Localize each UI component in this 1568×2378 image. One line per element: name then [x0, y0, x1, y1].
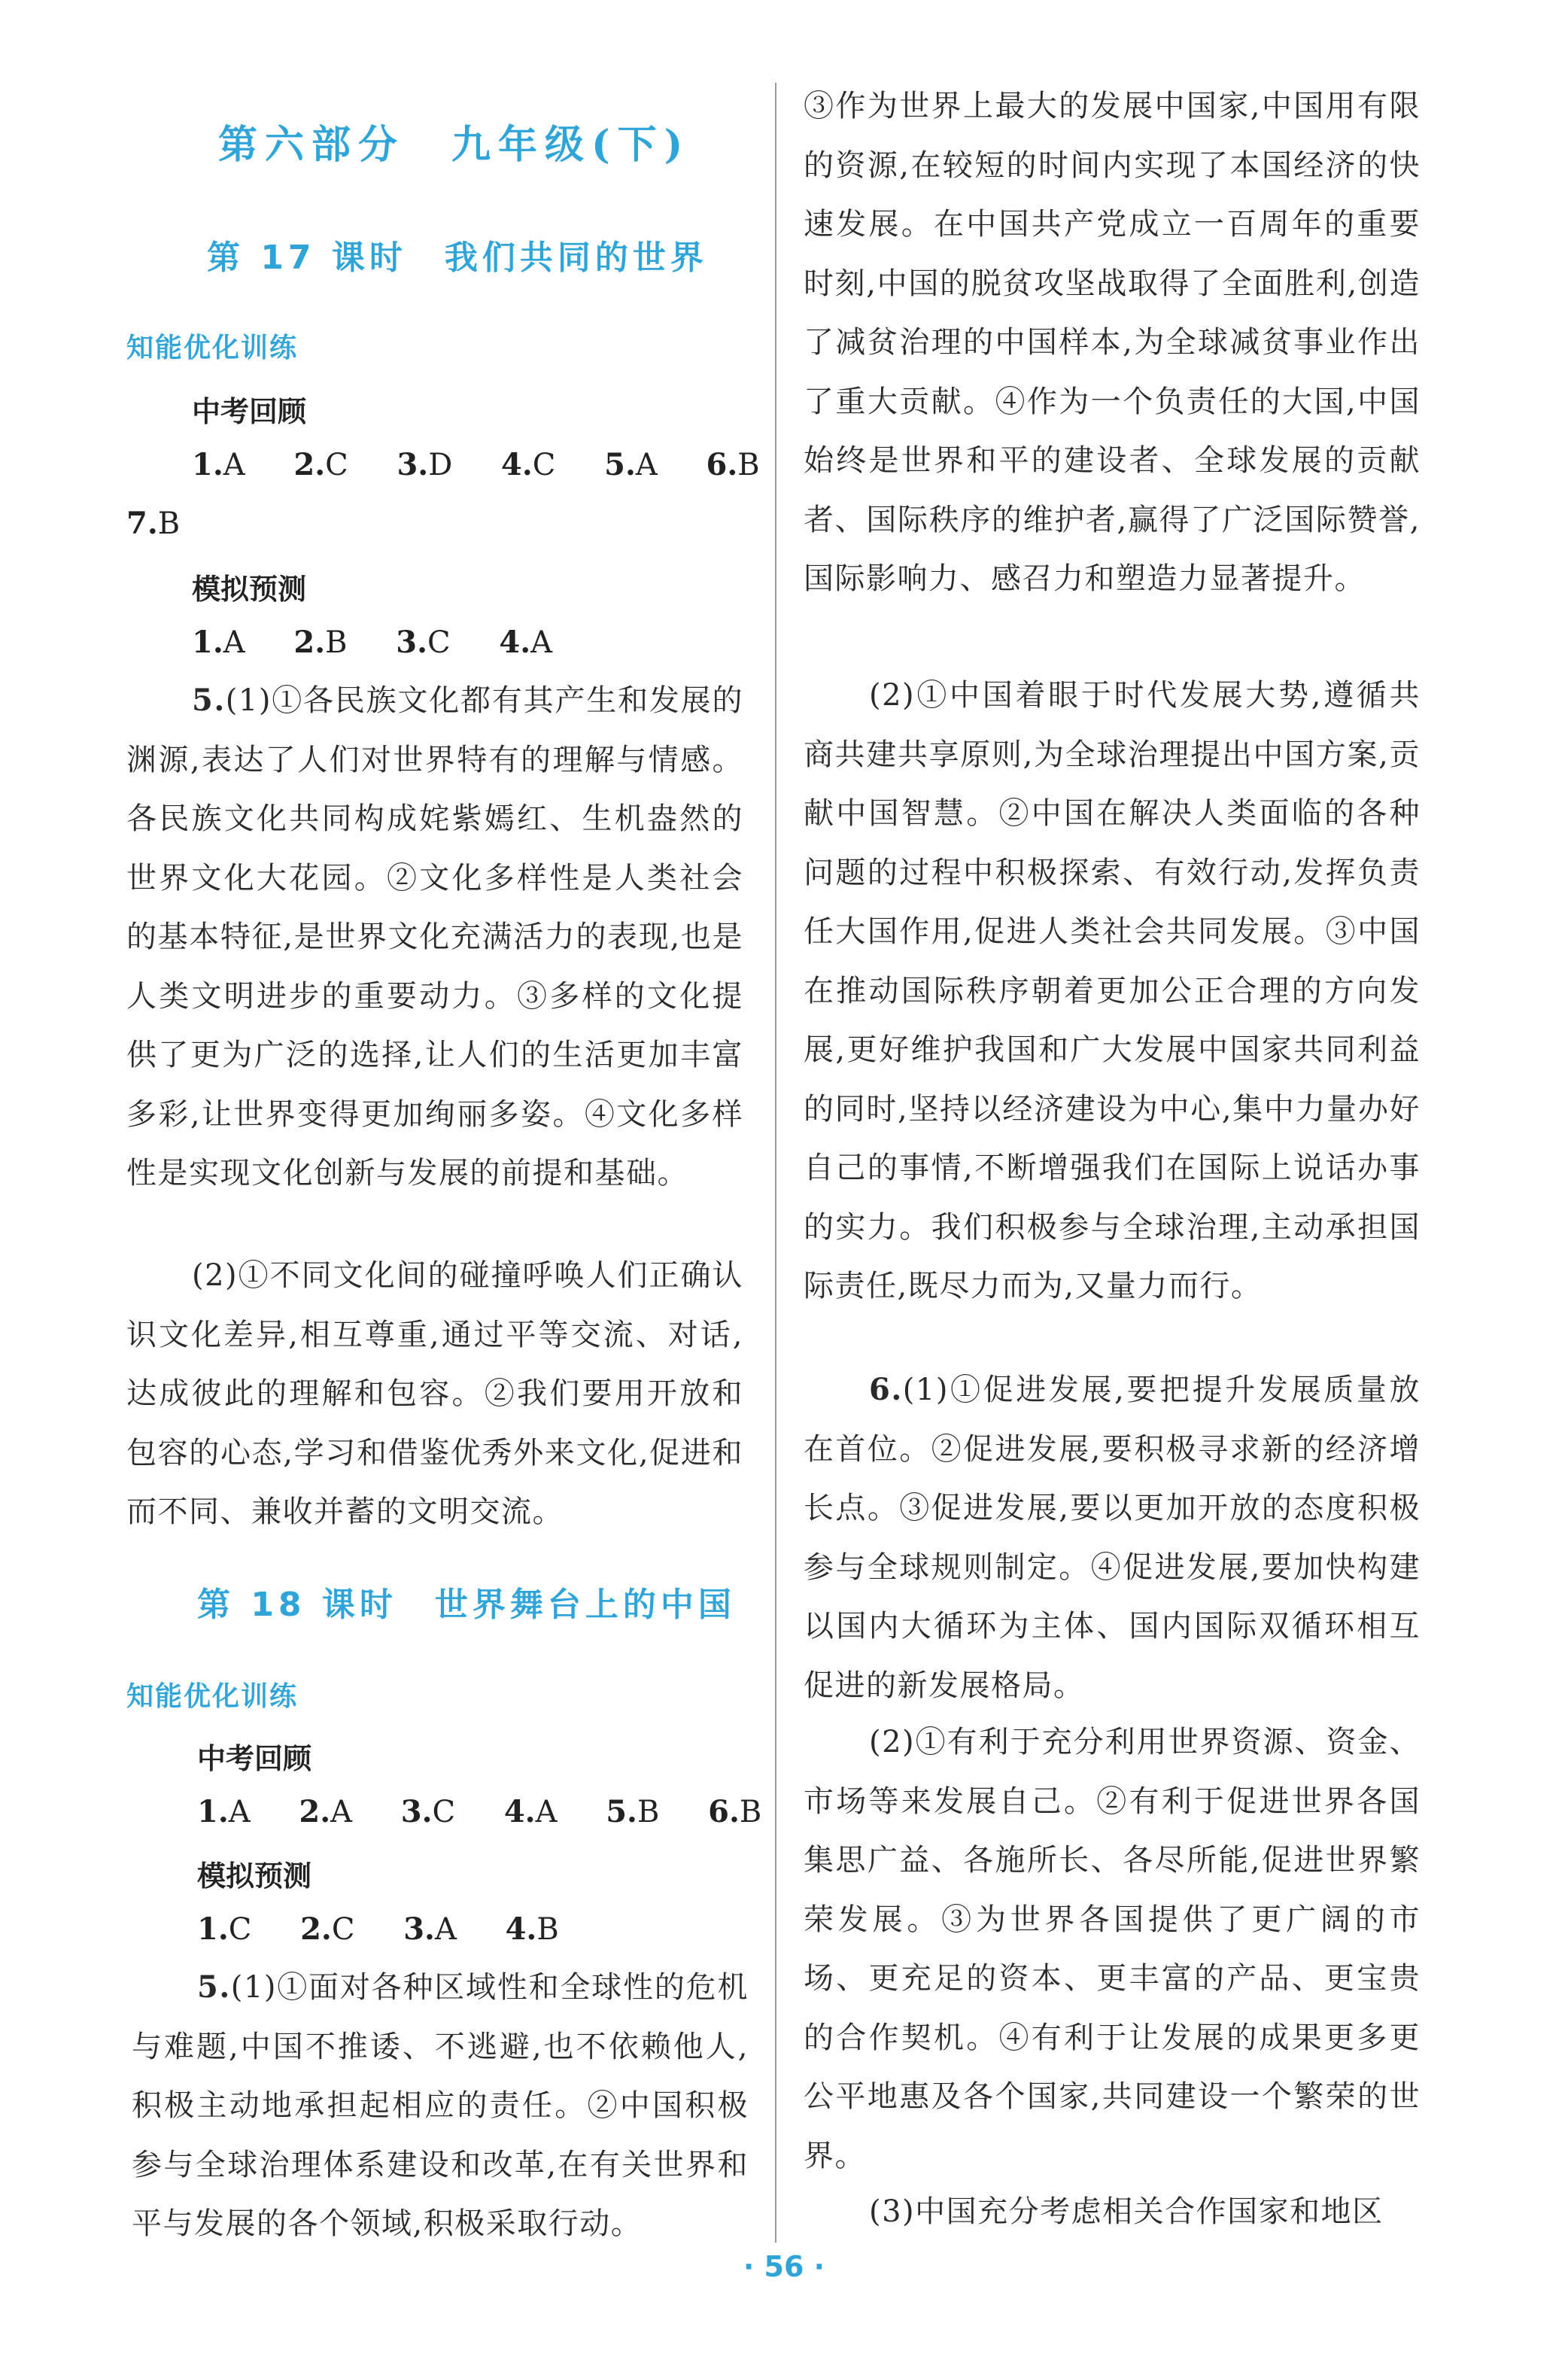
lesson-17-moni-label: 模拟预测	[192, 573, 307, 606]
lesson-17-section-heading: 知能优化训练	[126, 333, 299, 363]
lesson-18-q5-part1-right: ③作为世界上最大的发展中国家,中国用有限的资源,在较短的时间内实现了本国经济的快速发展。在中国共产党成立一百周年的重要时刻,中国的脱贫攻坚战取得了全面胜利,创造了减贫治理的中国样本,为全球减贫事业作出了重大贡献。④作为一个负责任的大国,中国始终是世界和平的建设者、全球发展的贡献者、国际秩序的维护者,赢得了广泛国际赞誉,国际影响力、感召力和塑造力显著提升。	[804, 89, 1421, 596]
lesson-17-zhongkao-label: 中考回顾	[192, 395, 307, 428]
lesson-18-q6-part1: 6.(1)①促进发展,要把提升发展质量放在首位。②促进发展,要积极寻求新的经济增长点。③促进发展,要以更加开放的态度积极参与全球规则制定。④促进发展,要加快构建以国内大循环为主体、国内国际双循环相互促进的新发展格局。	[804, 1372, 1421, 1703]
lesson-18-moni-label: 模拟预测	[197, 1860, 312, 1893]
lesson-18-q5-part1-left: 5.(1)①面对各种区域性和全球性的危机与难题,中国不推诿、不逃避,也不依赖他人,积极主动地承担起相应的责任。②中国积极参与全球治理体系建设和改革,在有关世界和平与发展的各个领域,积极采取行动。	[132, 1969, 749, 2241]
lesson-18-moni-answers: 1.C 2.C 3.A 4.B	[197, 1911, 559, 1947]
lesson-18-section-heading: 知能优化训练	[126, 1681, 299, 1712]
lesson-17-q5-part1: 5.(1)①各民族文化都有其产生和发展的渊源,表达了人们对世界特有的理解与情感。各民族文化共同构成姹紫嫣红、生机盎然的世界文化大花园。②文化多样性是人类社会的基本特征,是世界文化充满活力的表现,也是人类文明进步的重要动力。③多样的文化提供了更为广泛的选择,让人们的生活更加丰富多彩,让世界变得更加绚丽多姿。④文化多样性是实现文化创新与发展的前提和基础。	[126, 683, 743, 1191]
lesson-17-zhongkao-answers-cont: 7.B	[126, 506, 181, 541]
lesson-18-q5-part2: (2)①中国着眼于时代发展大势,遵循共商共建共享原则,为全球治理提出中国方案,贡献中国智慧。②中国在解决人类面临的各种问题的过程中积极探索、有效行动,发挥负责任大国作用,促进人类社会共同发展。③中国在推动国际秩序朝着更加公正合理的方向发展,更好维护我国和广大发展中国家共同利益的同时,坚持以经济建设为中心,集中力量办好自己的事情,不断增强我们在国际上说话办事的实力。我们积极参与全球治理,主动承担国际责任,既尽力而为,又量力而行。	[804, 678, 1421, 1303]
part-title: 第六部分 九年级(下)	[218, 122, 691, 168]
page-number: · 56 ·	[743, 2250, 825, 2283]
lesson-18-zhongkao-answers: 1.A 2.A 3.C 4.A 5.B 6.B	[197, 1794, 762, 1829]
lesson-18-q6-part2: (2)①有利于充分利用世界资源、资金、市场等来发展自己。②有利于促进世界各国集思广益、各施所长、各尽所能,促进世界繁荣发展。③为世界各国提供了更广阔的市场、更充足的资本、更丰富的产品、更宝贵的合作契机。④有利于让发展的成果更多更公平地惠及各个国家,共同建设一个繁荣的世界。	[804, 1725, 1421, 2173]
lesson-18-zhongkao-label: 中考回顾	[197, 1742, 312, 1775]
lesson-17-zhongkao-answers: 1.A 2.C 3.D 4.C 5.A 6.B	[192, 447, 760, 482]
lesson-18-q6-part3: (3)中国充分考虑相关合作国家和地区	[869, 2194, 1384, 2229]
lesson-17-moni-answers: 1.A 2.B 3.C 4.A	[192, 625, 553, 660]
lesson-17-q5-part2: (2)①不同文化间的碰撞呼唤人们正确认识文化差异,相互尊重,通过平等交流、对话,达成彼此的理解和包容。②我们要用开放和包容的心态,学习和借鉴优秀外来文化,促进和而不同、兼收并蓄的文明交流。	[126, 1258, 743, 1529]
lesson-17-title: 第 17 课时 我们共同的世界	[207, 239, 708, 277]
lesson-18-title: 第 18 课时 世界舞台上的中国	[197, 1586, 736, 1624]
column-divider	[775, 83, 776, 2243]
